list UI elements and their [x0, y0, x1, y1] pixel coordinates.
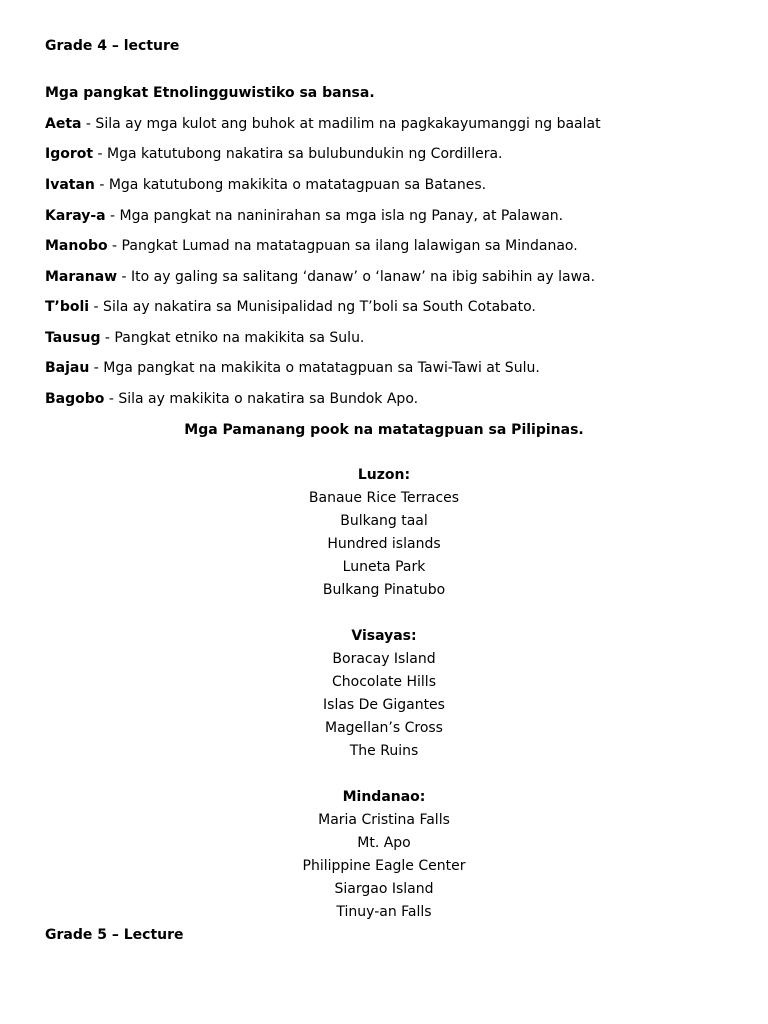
group-entry — [45, 329, 364, 347]
group-description: - Sila ay mga kulot ang buhok at madilim na pagkakayumanggi ng baalat — [81, 116, 601, 132]
region-heading-mindanao: Mindanao: — [342, 789, 426, 805]
group-term: Aeta — [45, 116, 82, 132]
group-description: - Mga pangkat na naninirahan sa mga isla ng Panay, at Palawan. — [105, 208, 564, 224]
heritage-site: Magellan’s Cross — [325, 720, 443, 736]
group-entry — [45, 176, 486, 194]
heritage-site: Bulkang taal — [340, 513, 428, 529]
group-entry — [45, 145, 502, 163]
group-description: - Pangkat Lumad na matatagpuan sa ilang lalawigan sa Mindanao. — [107, 238, 578, 254]
heritage-site: Philippine Eagle Center — [302, 858, 466, 874]
grade5-heading: Grade 5 – Lecture — [45, 927, 184, 943]
heritage-site: The Ruins — [349, 743, 419, 759]
group-description: - Sila ay makikita o nakatira sa Bundok Apo. — [104, 391, 419, 407]
heritage-site: Chocolate Hills — [332, 674, 436, 690]
group-entry — [45, 298, 536, 316]
heritage-section-title: Mga Pamanang pook na matatagpuan sa Pilipinas. — [184, 422, 584, 438]
group-description: - Mga katutubong nakatira sa bulubundukin ng Cordillera. — [93, 146, 503, 162]
group-term: Ivatan — [45, 177, 95, 193]
heritage-site: Maria Cristina Falls — [318, 812, 450, 828]
heritage-site: Islas De Gigantes — [323, 697, 445, 713]
heritage-site: Siargao Island — [334, 881, 434, 897]
group-term: Karay-a — [45, 208, 106, 224]
group-entry — [45, 115, 601, 133]
group-term: T’boli — [45, 299, 90, 315]
group-description: - Pangkat etniko na makikita sa Sulu. — [100, 330, 365, 346]
heritage-site: Banaue Rice Terraces — [308, 490, 460, 506]
group-term: Maranaw — [45, 269, 118, 285]
group-description: - Sila ay nakatira sa Munisipalidad ng T’boli sa South Cotabato. — [89, 299, 536, 315]
group-term: Manobo — [45, 238, 108, 254]
group-entry — [45, 237, 578, 255]
region-heading-visayas: Visayas: — [351, 628, 417, 644]
group-entry — [45, 268, 595, 286]
heritage-site: Boracay Island — [332, 651, 436, 667]
group-term: Bajau — [45, 360, 90, 376]
ethnolinguistic-section-title: Mga pangkat Etnolingguwistiko sa bansa. — [45, 85, 375, 101]
group-description: - Mga pangkat na makikita o matatagpuan sa Tawi-Tawi at Sulu. — [89, 360, 540, 376]
heritage-site: Luneta Park — [342, 559, 426, 575]
group-term: Igorot — [45, 146, 94, 162]
region-heading-luzon: Luzon: — [357, 467, 411, 483]
group-term: Bagobo — [45, 391, 105, 407]
group-description: - Mga katutubong makikita o matatagpuan sa Batanes. — [94, 177, 487, 193]
group-description: - Ito ay galing sa salitang ‘danaw’ o ‘lanaw’ na ibig sabihin ay lawa. — [117, 269, 596, 285]
heritage-site: Hundred islands — [327, 536, 441, 552]
group-term: Tausug — [45, 330, 101, 346]
heritage-site: Mt. Apo — [357, 835, 411, 851]
group-entry — [45, 359, 540, 377]
heritage-site: Tinuy-an Falls — [336, 904, 432, 920]
heritage-site: Bulkang Pinatubo — [322, 582, 446, 598]
group-entry — [45, 390, 418, 408]
grade4-heading: Grade 4 – lecture — [45, 38, 180, 54]
group-entry — [45, 207, 563, 225]
